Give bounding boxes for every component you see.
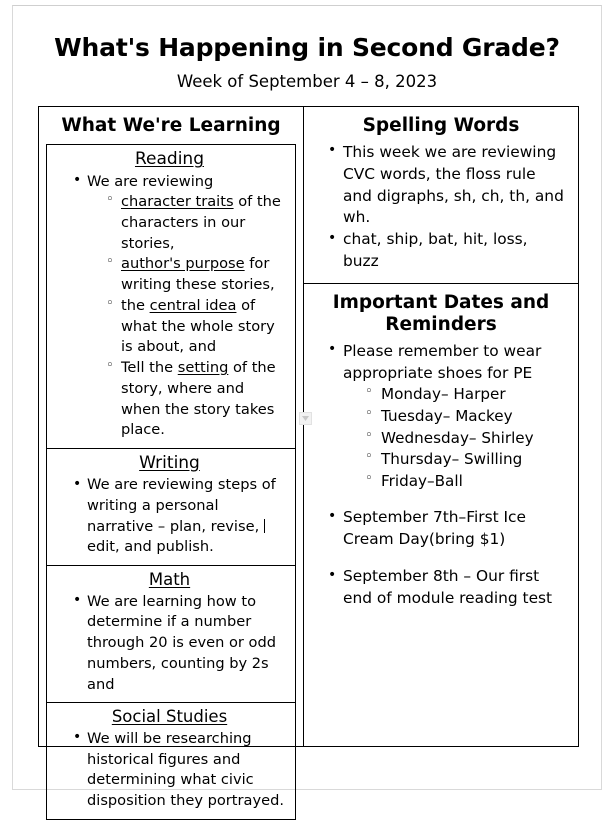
list-item: • We will be researching historical figures and determining what civic disposition they portrayed.	[73, 729, 288, 812]
list-item	[106, 192, 288, 254]
important-dates-section	[304, 284, 578, 746]
important-dates-heading: Important Dates and Reminders	[332, 292, 550, 335]
important-dates-list	[314, 341, 568, 493]
subject-title-writing: Writing	[139, 452, 200, 473]
newsletter-table	[38, 106, 579, 810]
emphasis-text: setting	[177, 359, 229, 377]
list-item: ◦ Friday–Ball	[365, 471, 568, 493]
spelling-words-list	[314, 142, 568, 273]
list-item	[106, 296, 288, 358]
list-item: ◦ Monday– Harper	[365, 384, 568, 406]
list-item	[106, 358, 288, 441]
list-item: • We are learning how to determine if a number through 20 is even or odd numbers, counting by 2s and	[73, 592, 288, 696]
subject-title-reading: Reading	[134, 149, 204, 170]
list-item: ◦ Tuesday– Mackey	[365, 406, 568, 428]
reading-sublist	[87, 192, 288, 441]
emphasis-text: author's purpose	[121, 255, 245, 273]
pe-days-list	[343, 384, 568, 492]
list-item: • This week we are reviewing CVC words, the floss rule and digraphs, sh, ch, th, and wh.	[328, 142, 568, 230]
writing-text-part2: edit, and publish.	[87, 538, 214, 556]
what-were-learning-column	[39, 107, 304, 810]
reading-lead-text: We are reviewing	[87, 172, 214, 190]
spacer	[314, 551, 568, 566]
subject-box-math	[47, 566, 295, 703]
document-page	[12, 5, 602, 810]
list-item: • chat, ship, bat, hit, loss, buzz	[328, 229, 568, 273]
emphasis-text: central idea	[149, 296, 237, 314]
spelling-words-heading: Spelling Words	[362, 115, 520, 136]
spacer	[314, 492, 568, 507]
list-item: ◦ Wednesday– Shirley	[365, 428, 568, 450]
sub-text: of the characters in our stories,	[121, 193, 281, 252]
what-were-learning-heading: What We're Learning	[61, 115, 281, 136]
reading-list	[51, 172, 288, 441]
sub-text: of what the whole story is about, and	[121, 296, 275, 356]
subjects-table	[46, 144, 296, 819]
writing-list	[51, 475, 288, 558]
list-item	[106, 254, 288, 295]
subject-title-math: Math	[148, 570, 191, 590]
social-studies-list	[51, 729, 288, 812]
text-cursor	[264, 519, 265, 533]
list-item: ◦ Thursday– Swilling	[365, 449, 568, 471]
page-subtitle: Week of September 4 – 8, 2023	[176, 71, 438, 91]
list-item	[73, 475, 288, 558]
page-title: What's Happening in Second Grade?	[54, 33, 560, 62]
lead-text: Tell the	[121, 359, 178, 377]
writing-text-part1: We are reviewing steps of writing a personal narrative – plan, revise,	[87, 476, 276, 535]
sub-text: of the story, where and when the story takes place.	[121, 359, 276, 439]
pe-reminder-text: Please remember to wear appropriate shoes for PE	[343, 341, 542, 382]
events-list-second	[314, 566, 568, 610]
subject-box-reading	[47, 145, 295, 449]
emphasis-text: character traits	[121, 193, 234, 211]
events-list-first	[314, 507, 568, 551]
spelling-words-section	[304, 107, 578, 284]
list-item	[73, 172, 288, 441]
subject-box-social-studies	[47, 703, 295, 819]
sub-text: for writing these stories,	[121, 255, 275, 294]
math-list	[51, 592, 288, 696]
subject-title-social-studies: Social Studies	[111, 707, 228, 727]
right-column	[304, 107, 578, 746]
list-item: • September 8th – Our first end of module reading test	[328, 566, 568, 610]
list-item: • September 7th–First Ice Cream Day(bring $1)	[328, 507, 568, 551]
lead-text: the	[121, 296, 150, 314]
subject-box-writing	[47, 449, 295, 566]
list-item	[328, 341, 568, 493]
chevron-down-icon[interactable]	[299, 412, 312, 425]
